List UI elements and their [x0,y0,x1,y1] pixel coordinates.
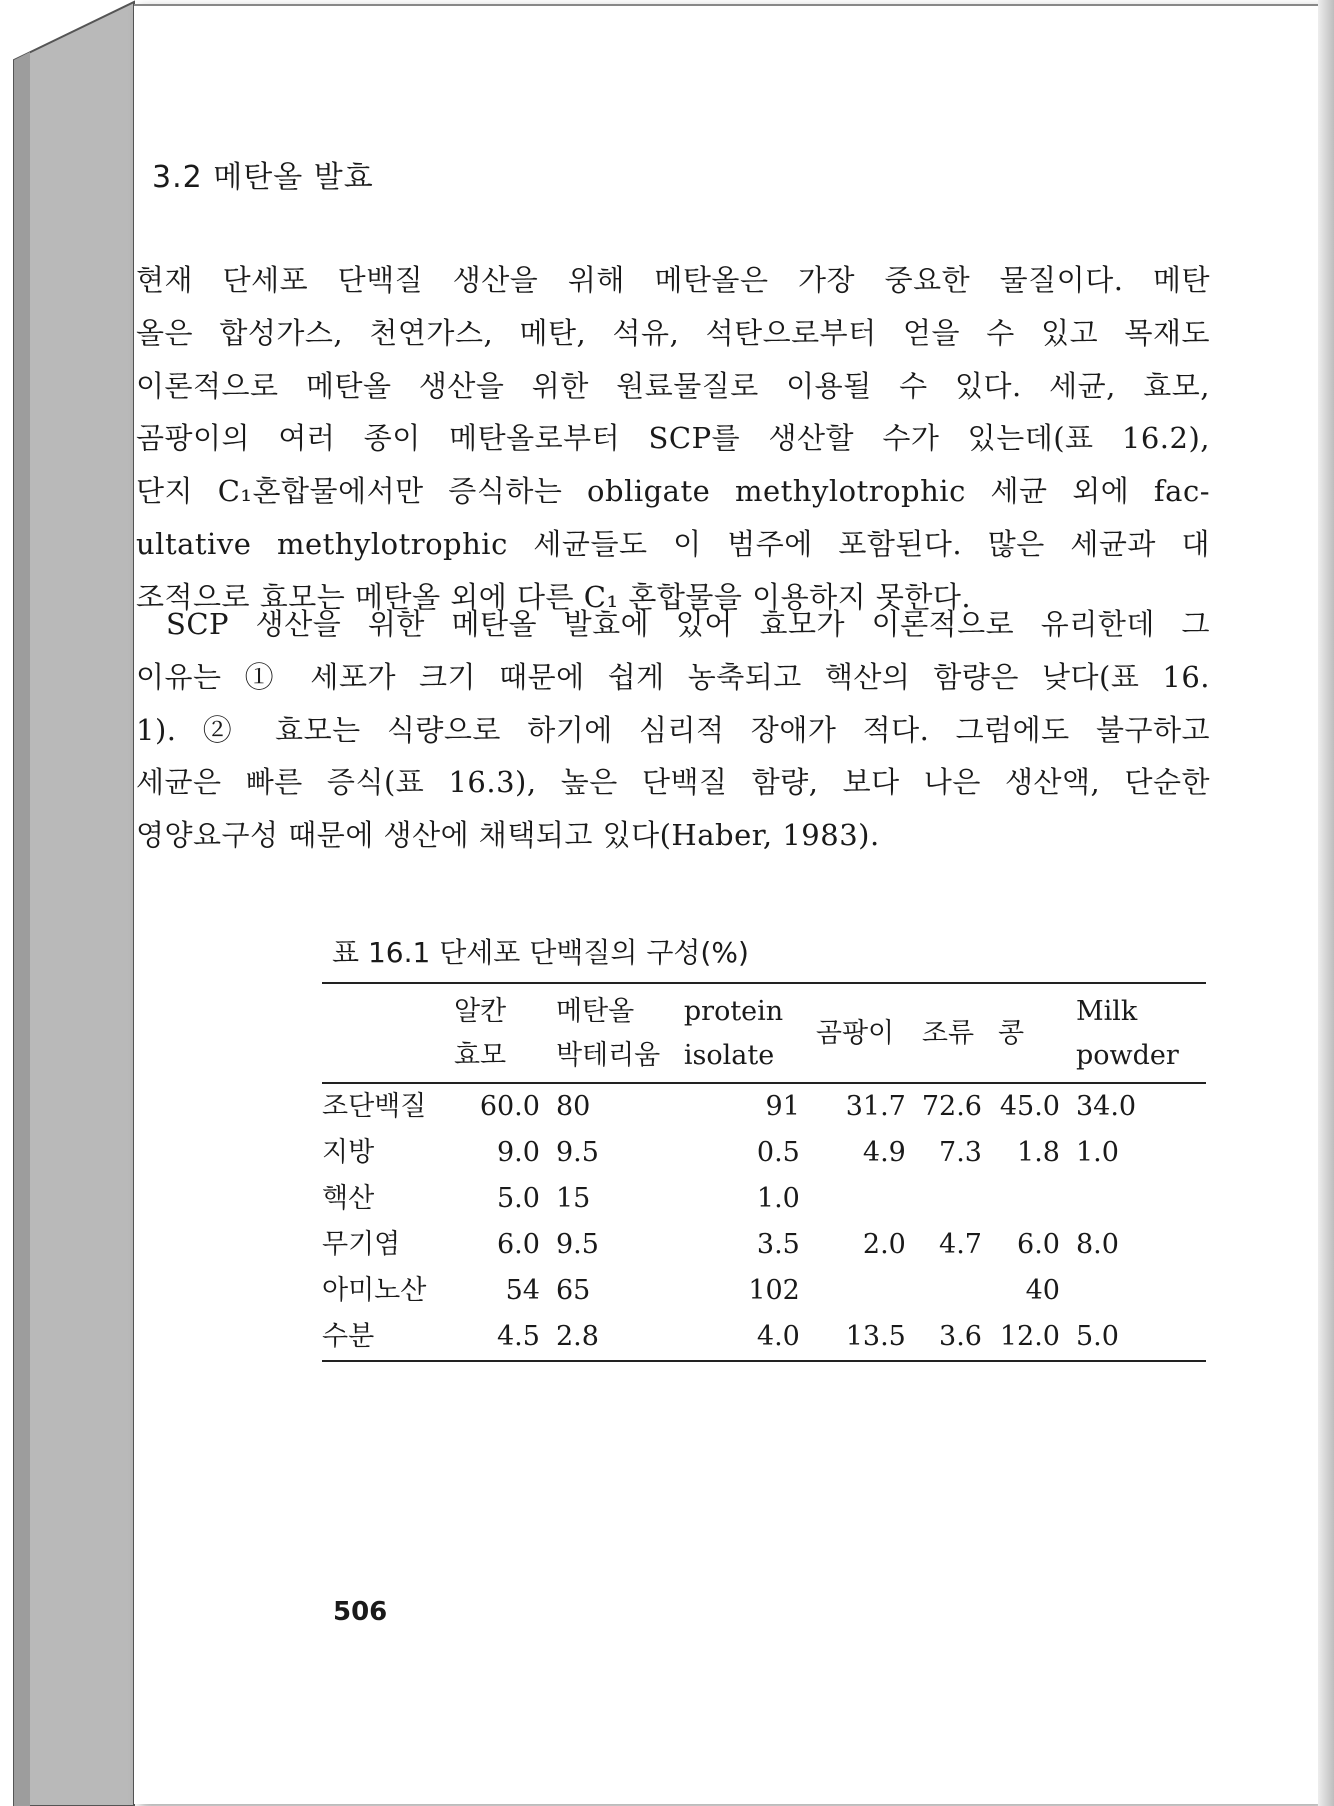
table-row [322,1314,1206,1361]
table-cell: 91 [765,1091,800,1122]
text-line: 1). ② 효모는 식량으로 하기에 심리적 장애가 적다. 그럼에도 불구하고 [136,712,1210,747]
table-cell [1076,1268,1206,1314]
text-line: 단지 C₁혼합물에서만 증식하는 obligate methylotrophic 세균 외에 fac- [136,474,1210,509]
table-cell: 72.6 [921,1091,982,1122]
table-cell: 8.0 [1075,1229,1119,1260]
header-cell: protein isolate [684,983,816,1083]
table-cell: 9.5 [555,1137,599,1168]
table-cell [816,1268,922,1314]
table-row [322,1130,1206,1176]
paragraph-2 [136,598,1210,862]
table-cell: 31.7 [845,1091,906,1122]
page-number: 506 [333,1597,388,1627]
table-cell [816,1176,922,1222]
text-line: 올은 합성가스, 천연가스, 메탄, 석유, 석탄으로부터 얻을 수 있고 목재도 [136,315,1210,350]
table-cell: 3.6 [922,1314,998,1361]
composition-table [322,982,1206,1362]
table-cell: 45.0 [999,1091,1060,1122]
header-cell: 곰팡이 [816,983,922,1083]
table-cell: 9.5 [555,1229,599,1260]
table-cell: 7.3 [939,1137,982,1168]
table-cell: 15 [555,1183,591,1214]
table-cell: 4.5 [454,1314,556,1361]
header-cell [322,983,454,1083]
text-line: 영양요구성 때문에 생산에 채택되고 있다(Haber, 1983). [136,818,880,853]
header-cell: 콩 [998,983,1076,1083]
header-cell: Milk powder [1076,983,1206,1083]
table-cell: 4.7 [939,1229,982,1260]
table-cell: 40 [1025,1275,1060,1306]
text-line: 세균은 빠른 증식(표 16.3), 높은 단백질 함량, 보다 나은 생산액, 단순한 [136,765,1210,800]
table-cell: 3.5 [756,1229,800,1260]
text-line: 조적으로 효모는 메탄올 외에 다른 C₁ 혼합물을 이용하지 못한다. [136,579,972,614]
table-cell: 0.5 [756,1137,800,1168]
table-row [322,1083,1206,1130]
text-line: ultative methylotrophic 세균들도 이 범주에 포함된다. 많은 세균과 대 [136,526,1210,561]
table-cell: 1.0 [756,1183,800,1214]
table-cell: 13.5 [816,1314,922,1361]
paragraph-1 [136,254,1210,624]
row-label: 핵산 [322,1183,375,1214]
page-edge-shadow [1318,0,1334,1806]
table-cell: 80 [555,1091,591,1122]
table-cell: 102 [748,1275,800,1306]
table-cell: 5.0 [496,1183,540,1214]
row-label: 아미노산 [322,1275,427,1306]
section-title: 3.2 메탄올 발효 [152,160,374,195]
table-cell: 2.8 [556,1314,684,1361]
table-cell: 1.8 [1017,1137,1060,1168]
table-cell: 2.0 [862,1229,906,1260]
text-line: 곰팡이의 여러 종이 메탄올로부터 SCP를 생산할 수가 있는데(표 16.2), [136,421,1210,456]
row-label: 지방 [322,1137,375,1168]
text-line: SCP 생산을 위한 메탄올 발효에 있어 효모가 이론적으로 유리한데 그 [166,607,1210,641]
table-row [322,1222,1206,1268]
table-cell: 4.0 [684,1314,816,1361]
table-cell: 1.0 [1075,1137,1119,1168]
text-line: 이론적으로 메탄올 생산을 위한 원료물질로 이용될 수 있다. 세균, 효모, [136,368,1210,403]
text-line: 현재 단세포 단백질 생산을 위해 메탄올은 가장 중요한 물질이다. 메탄 [136,263,1210,297]
table-cell: 12.0 [998,1314,1076,1361]
row-label: 무기염 [322,1229,401,1260]
header-cell: 메탄올 박테리움 [556,983,684,1083]
table-row [322,1268,1206,1314]
table-cell: 34.0 [1075,1091,1137,1122]
table-cell [922,1268,998,1314]
book-edge [0,0,136,1806]
table-cell: 9.0 [496,1137,540,1168]
table-cell [922,1176,998,1222]
row-label: 조단백질 [322,1091,427,1122]
table-caption: 표 16.1 단세포 단백질의 구성(%) [332,936,749,969]
table-cell: 65 [555,1275,591,1306]
table-cell: 6.0 [496,1229,540,1260]
table-row [322,1176,1206,1222]
table-cell [1076,1176,1206,1222]
table-cell: 60.0 [479,1091,540,1122]
table-header-row [322,983,1206,1083]
row-label: 수분 [322,1314,454,1361]
table-cell: 4.9 [862,1137,906,1168]
table-cell [998,1176,1076,1222]
table-cell: 5.0 [1076,1314,1206,1361]
header-cell: 알칸 효모 [454,983,556,1083]
table-cell: 54 [505,1275,540,1306]
table-cell: 6.0 [1017,1229,1060,1260]
text-line: 이유는 ① 세포가 크기 때문에 쉽게 농축되고 핵산의 함량은 낮다(표 16. [136,659,1210,694]
header-cell: 조류 [922,983,998,1083]
